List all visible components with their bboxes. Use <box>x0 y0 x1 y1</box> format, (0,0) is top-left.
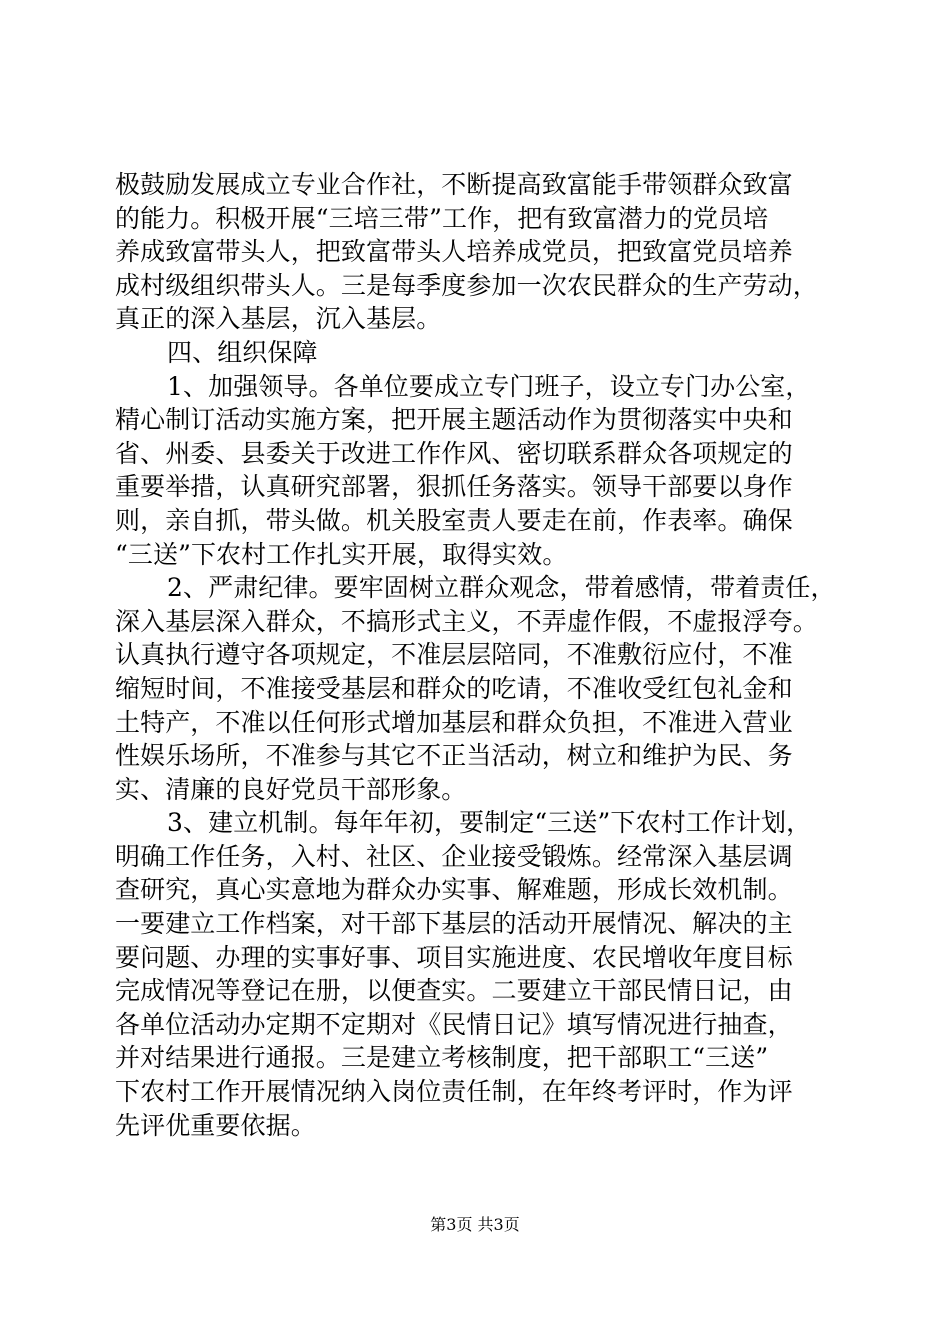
text-line: 省、州委、县委关于改进工作作风、密切联系群众各项规定的 <box>115 438 793 468</box>
page-footer: 第3页 共3页 <box>430 1215 520 1234</box>
text-line: 完成情况等登记在册，以便查实。二要建立干部民情日记，由 <box>115 976 793 1006</box>
text-line: 先评优重要依据。 <box>115 1110 316 1140</box>
text-line: “三送”下农村工作扎实开展，取得实效。 <box>115 539 568 569</box>
text-line: 四、组织保障 <box>167 337 318 367</box>
text-line: 下农村工作开展情况纳入岗位责任制，在年终考评时，作为评 <box>115 1077 793 1107</box>
text-line: 成村级组织带头人。三是每季度参加一次农民群众的生产劳动， <box>115 270 818 300</box>
text-line: 真正的深入基层，沉入基层。 <box>115 304 442 334</box>
document-body <box>115 168 847 1142</box>
text-line: 性娱乐场所，不准参与其它不正当活动，树立和维护为民、务 <box>115 741 793 771</box>
text-line: 实、清廉的良好党员干部形象。 <box>115 774 467 804</box>
text-line: 2、严肃纪律。要牢固树立群众观念，带着感情，带着责任， <box>167 573 836 603</box>
text-line: 精心制订活动实施方案，把开展主题活动作为贯彻落实中央和 <box>115 405 793 435</box>
text-line: 查研究，真心实意地为群众办实事、解难题，形成长效机制。 <box>115 875 793 905</box>
text-line: 要问题、办理的实事好事、项目实施进度、农民增收年度目标 <box>115 942 793 972</box>
text-line: 一要建立工作档案，对干部下基层的活动开展情况、解决的主 <box>115 909 793 939</box>
text-line: 各单位活动办定期不定期对《民情日记》填写情况进行抽查， <box>115 1009 793 1039</box>
text-line: 并对结果进行通报。三是建立考核制度，把干部职工“三送” <box>115 1043 769 1073</box>
text-line: 明确工作任务，入村、社区、企业接受锻炼。经常深入基层调 <box>115 841 793 871</box>
text-line: 深入基层深入群众，不搞形式主义，不弄虚作假，不虚报浮夸。 <box>115 606 818 636</box>
text-line: 极鼓励发展成立专业合作社，不断提高致富能手带领群众致富 <box>115 170 793 199</box>
text-line: 则，亲自抓，带头做。机关股室责人要走在前，作表率。确保 <box>115 505 793 535</box>
text-line: 养成致富带头人，把致富带头人培养成党员，把致富党员培养 <box>115 237 793 267</box>
text-line: 重要举措，认真研究部署，狠抓任务落实。领导干部要以身作 <box>115 472 793 502</box>
text-line: 3、建立机制。每年年初，要制定“三送”下农村工作计划， <box>167 808 812 838</box>
text-line: 的能力。积极开展“三培三带”工作，把有致富潜力的党员培 <box>115 203 769 233</box>
text-line: 1、加强领导。各单位要成立专门班子，设立专门办公室， <box>167 371 811 401</box>
text-line: 认真执行遵守各项规定，不准层层陪同，不准敷衍应付，不准 <box>115 640 793 670</box>
text-line: 土特产，不准以任何形式增加基层和群众负担，不准进入营业 <box>115 707 793 737</box>
text-line: 缩短时间，不准接受基层和群众的吃请，不准收受红包礼金和 <box>115 673 793 703</box>
